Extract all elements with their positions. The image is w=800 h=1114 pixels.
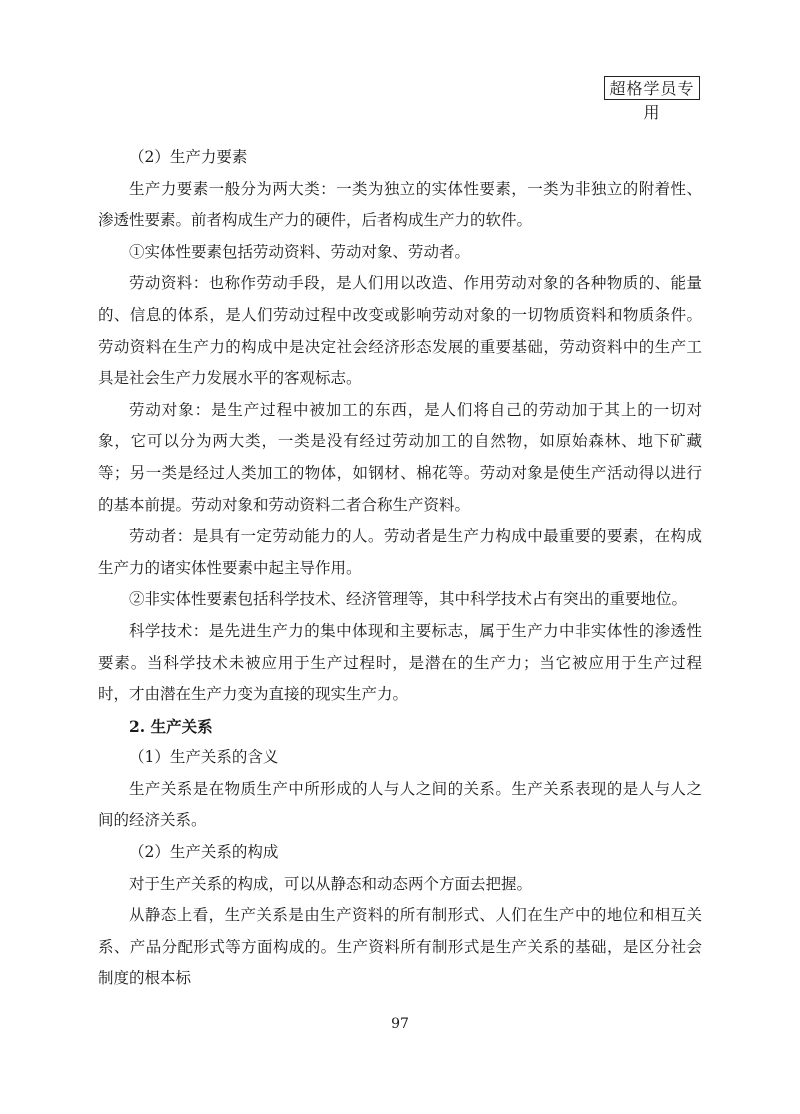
document-body <box>98 142 702 995</box>
paragraph-means-of-labor: 劳动资料：也称作劳动手段，是人们用以改造、作用劳动对象的各种物质的、能量的、信息的体系，是人们劳动过程中改变或影响劳动对象的一切物质资料和物质条件。劳动资料在生产力的构成中是决定社会经济形态发展的重要基础，劳动资料中的生产工具是社会生产力发展水平的客观标志。 <box>98 274 702 388</box>
paragraph-entity-factors: ①实体性要素包括劳动资料、劳动对象、劳动者。 <box>129 242 471 261</box>
paragraph-static-view: 从静态上看，生产关系是由生产资料的所有制形式、人们在生产中的地位和相互关系、产品分配形式等方面构成的。生产资料所有制形式是生产关系的基础，是区分社会制度的根本标 <box>98 906 702 988</box>
paragraph-object-of-labor: 劳动对象：是生产过程中被加工的东西，是人们将自己的劳动加于其上的一切对象，它可以分为两大类，一类是没有经过劳动加工的自然物，如原始森林、地下矿藏等；另一类是经过人类加工的物体，如钢材、棉花等。劳动对象是使生产活动得以进行的基本前提。劳动对象和劳动资料二者合称生产资料。 <box>98 400 702 514</box>
paragraph-static-dynamic: 对于生产关系的构成，可以从静态和动态两个方面去把握。 <box>129 874 533 893</box>
paragraph-relations-definition: 生产关系是在物质生产中所形成的人与人之间的关系。生产关系表现的是人与人之间的经济关系。 <box>98 779 702 830</box>
page-number: 97 <box>391 1016 409 1032</box>
section-heading-relations-of-production: 2. 生产关系 <box>129 716 213 736</box>
subheading-relations-structure: （2）生产关系的构成 <box>129 843 279 862</box>
header-tag: 超格学员专用 <box>604 76 700 100</box>
paragraph-laborer: 劳动者：是具有一定劳动能力的人。劳动者是生产力构成中最重要的要素，在构成生产力的诸实体性要素中起主导作用。 <box>98 527 702 577</box>
paragraph-factors-overview: 生产力要素一般分为两大类：一类为独立的实体性要素，一类为非独立的附着性、渗透性要素。前者构成生产力的硬件，后者构成生产力的软件。 <box>98 179 702 230</box>
paragraph-science-technology: 科学技术：是先进生产力的集中体现和主要标志，属于生产力中非实体性的渗透性要素。当科学技术未被应用于生产过程时，是潜在的生产力；当它被应用于生产过程时，才由潜在生产力变为直接的现实生产力。 <box>98 621 702 704</box>
paragraph-non-entity-factors: ②非实体性要素包括科学技术、经济管理等，其中科学技术占有突出的重要地位。 <box>129 590 688 609</box>
subheading-relations-meaning: （1）生产关系的含义 <box>129 748 279 767</box>
section-heading-productive-factors: （2）生产力要素 <box>129 148 248 166</box>
